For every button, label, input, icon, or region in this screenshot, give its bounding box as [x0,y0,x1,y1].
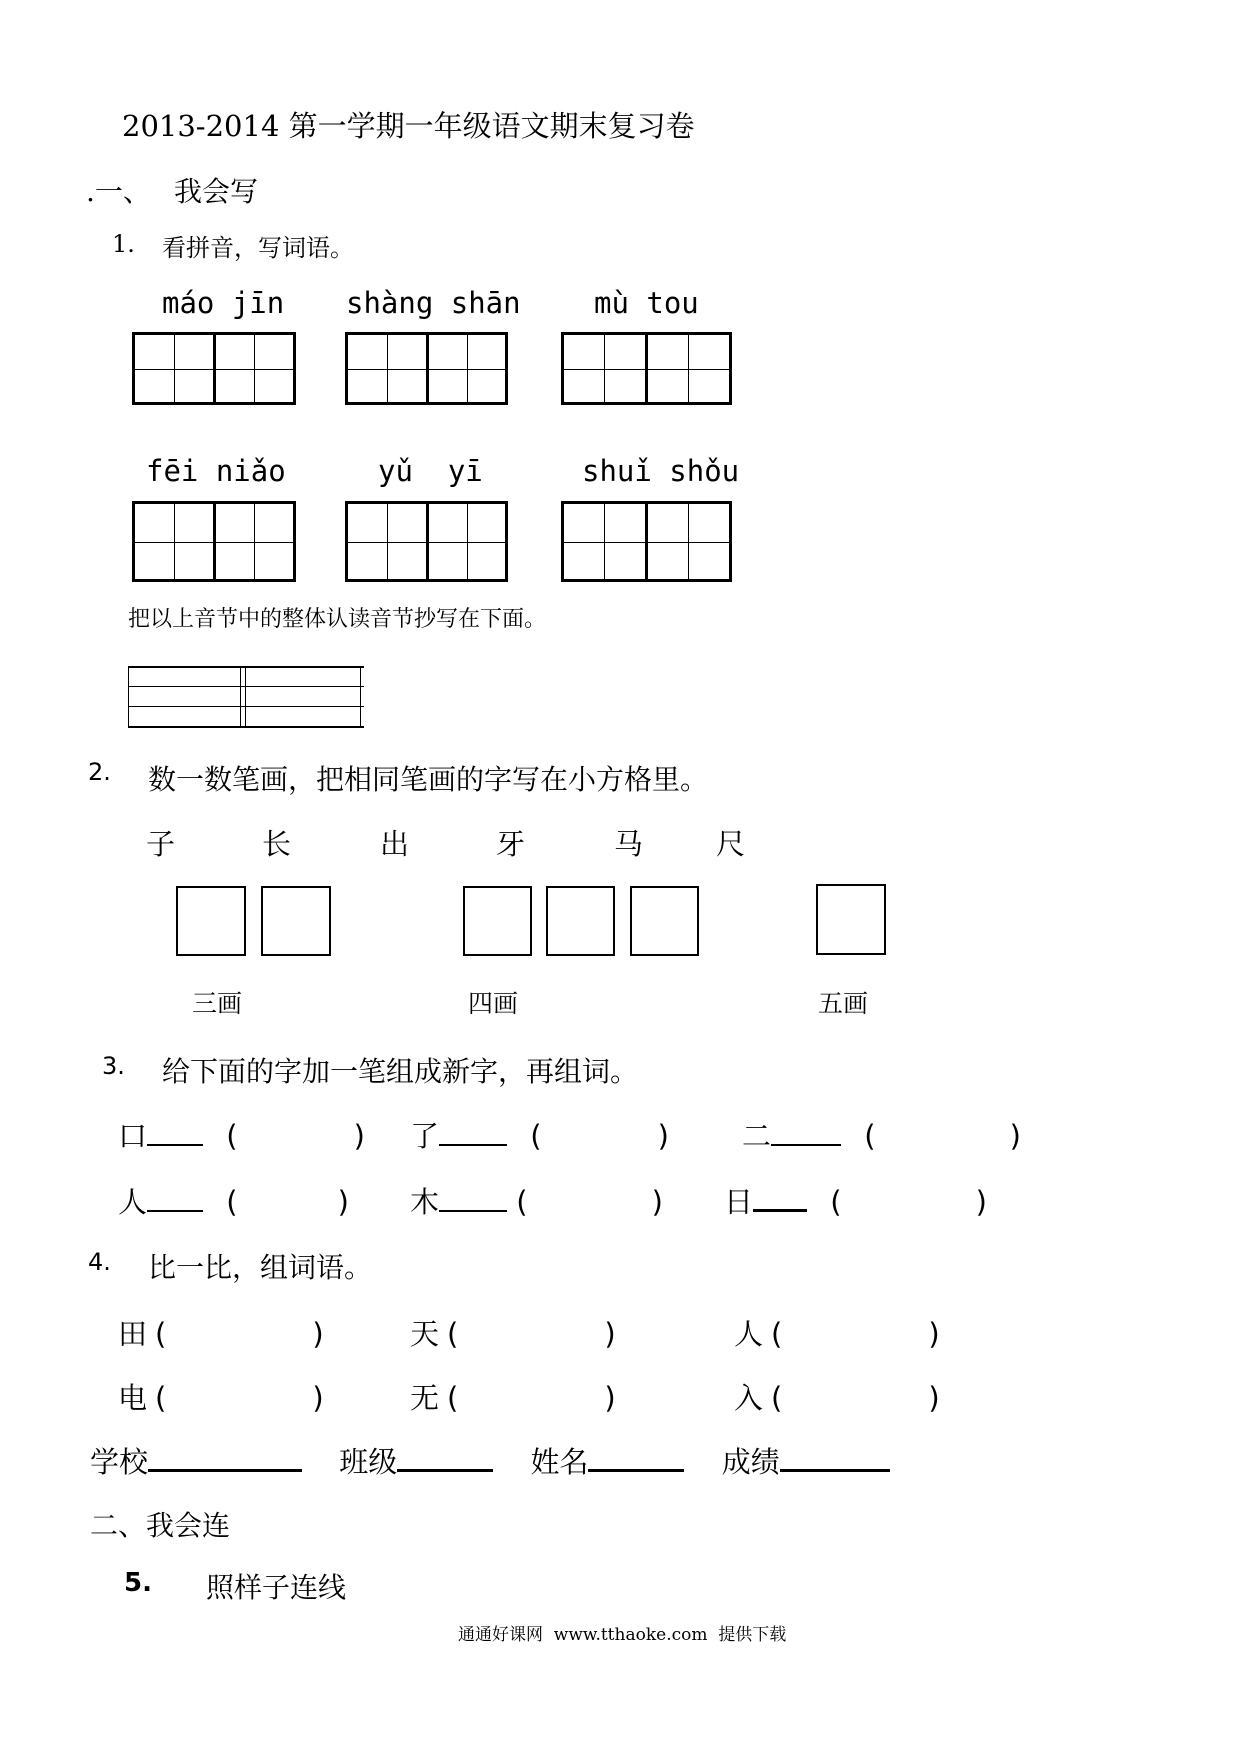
open-paren: ( [864,1119,876,1153]
name-label: 姓名 [530,1445,589,1479]
close-paren: ) [312,1381,324,1415]
open-paren: ( [530,1119,542,1153]
q4-number: 4. [88,1248,111,1276]
q3-item [742,1114,1021,1155]
answer-box[interactable] [546,886,615,956]
close-paren: ) [657,1119,669,1153]
pinyin-3: mù tou [594,286,699,320]
page-title: 2013-2014 第一学期一年级语文期末复习卷 [122,109,695,143]
q3-char: 木 [410,1185,440,1219]
pinyin-5: yǔ yī [378,454,483,488]
open-paren: ( [155,1317,167,1351]
footer-credit: 通通好课网 www.tthaoke.com 提供下载 [458,1625,787,1645]
writing-grid[interactable] [132,332,296,405]
blank[interactable] [439,1186,507,1212]
blank[interactable] [439,1120,507,1146]
pinyin-2: shàng shān [346,286,521,320]
q3-item [118,1180,349,1221]
q4-char: 入 [734,1381,764,1415]
q4-item [734,1312,940,1353]
q5-number: 5. [124,1568,152,1598]
close-paren: ) [651,1185,663,1219]
writing-grid[interactable] [132,501,296,582]
open-paren: ( [226,1185,238,1219]
open-paren: ( [771,1381,783,1415]
q1-number: 1. [112,230,135,258]
q3-item [118,1114,365,1155]
writing-grid[interactable] [345,501,508,582]
score-field[interactable] [780,1445,890,1472]
close-paren: ) [337,1185,349,1219]
open-paren: ( [771,1317,783,1351]
close-paren: ) [975,1185,987,1219]
pinyin-4: fēi niǎo [146,454,286,488]
open-paren: ( [830,1185,842,1219]
blank[interactable] [753,1185,807,1212]
open-paren: ( [516,1185,528,1219]
q4-item [410,1376,616,1417]
class-label: 班级 [339,1445,398,1479]
answer-box[interactable] [463,886,532,956]
section-1-title: 我会写 [174,175,259,208]
q4-item [118,1312,324,1353]
stroke-char: 牙 [496,827,526,861]
pinyin-1: máo jīn [162,286,285,320]
q1-text: 看拼音，写词语。 [162,234,354,262]
stroke-char: 出 [380,827,410,861]
stroke-label-three: 三画 [192,989,243,1018]
close-paren: ) [928,1317,940,1351]
open-paren: ( [226,1119,238,1153]
answer-box[interactable] [176,886,246,956]
student-info [90,1440,890,1481]
school-field[interactable] [148,1445,302,1472]
q4-char: 电 [118,1381,148,1415]
close-paren: ) [312,1317,324,1351]
answer-box[interactable] [261,886,331,956]
q3-char: 日 [724,1185,754,1219]
q4-item [410,1312,616,1353]
score-label: 成绩 [721,1445,780,1479]
q3-char: 了 [410,1119,440,1153]
school-label: 学校 [90,1445,149,1479]
stroke-label-four: 四画 [468,989,519,1018]
stroke-char: 长 [262,827,292,861]
blank[interactable] [147,1186,203,1212]
pinyin-writing-lines[interactable] [128,666,364,728]
section-1-label: .一、 [86,175,151,208]
stroke-char: 马 [614,827,644,861]
pinyin-6: shuǐ shǒu [582,454,740,488]
q3-char: 口 [118,1119,148,1153]
q3-item [410,1114,669,1155]
q3-char: 二 [742,1119,772,1153]
class-field[interactable] [397,1445,493,1472]
q4-char: 人 [734,1317,764,1351]
q4-char: 无 [410,1381,440,1415]
q4-char: 天 [410,1317,440,1351]
name-field[interactable] [588,1445,684,1472]
open-paren: ( [447,1381,459,1415]
writing-grid[interactable] [561,332,732,405]
writing-grid[interactable] [345,332,508,405]
q3-text: 给下面的字加一笔组成新字，再组词。 [162,1055,639,1088]
close-paren: ) [928,1381,940,1415]
q3-item [410,1180,663,1221]
close-paren: ) [1009,1119,1021,1153]
q5-text: 照样子连线 [206,1571,347,1604]
q3-number: 3. [102,1052,125,1080]
close-paren: ) [604,1317,616,1351]
stroke-label-five: 五画 [818,989,869,1018]
q4-char: 田 [118,1317,148,1351]
blank[interactable] [771,1120,841,1146]
q2-number: 2. [88,758,111,786]
close-paren: ) [604,1381,616,1415]
q2-text: 数一数笔画，把相同笔画的字写在小方格里。 [148,763,709,796]
answer-box[interactable] [630,886,699,956]
open-paren: ( [155,1381,167,1415]
stroke-char: 子 [146,827,176,861]
q4-text: 比一比，组词语。 [148,1251,373,1284]
open-paren: ( [447,1317,459,1351]
q3-char: 人 [118,1185,148,1219]
q1-note: 把以上音节中的整体认读音节抄写在下面。 [128,607,547,632]
q4-item [734,1376,940,1417]
blank[interactable] [147,1120,203,1146]
close-paren: ) [353,1119,365,1153]
answer-box[interactable] [816,884,886,955]
q3-item [724,1180,987,1221]
section-2-title: 二、我会连 [90,1509,231,1542]
q4-item [118,1376,324,1417]
stroke-char: 尺 [716,827,746,861]
writing-grid[interactable] [561,501,732,582]
